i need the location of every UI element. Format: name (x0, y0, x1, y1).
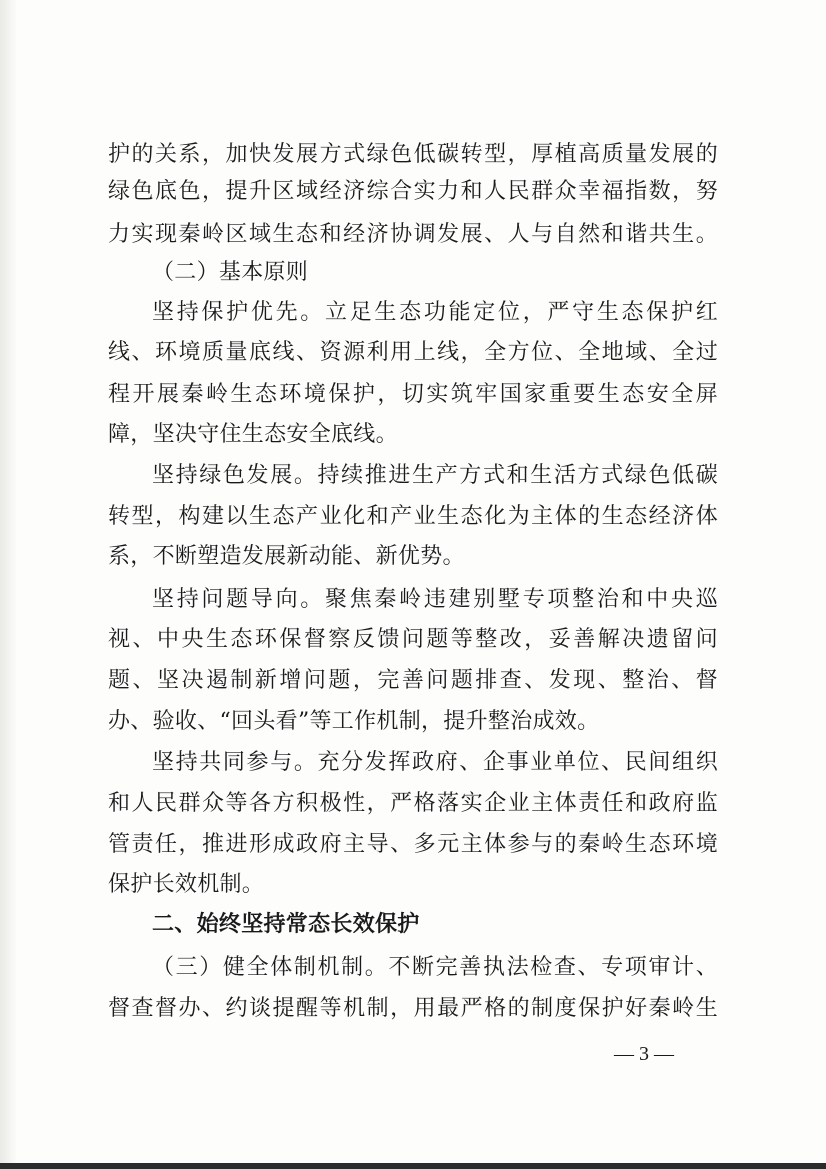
paragraph-line: 转型，构建以生态产业化和产业生态化为主体的生态经济体 (108, 504, 718, 529)
paragraph-line: 线、环境质量底线、资源利用上线，全方位、全地域、全过 (108, 340, 718, 365)
section-heading: 二、始终坚持常态长效保护 (152, 912, 420, 937)
paragraph-line: 坚持共同参与。充分发挥政府、企事业单位、民间组织 (152, 750, 718, 775)
paragraph-line: 视、中央生态环保督察反馈问题等整改，妥善解决遗留问 (108, 627, 718, 652)
paragraph-line: 坚持保护优先。立足生态功能定位，严守生态保护红 (152, 300, 718, 325)
paragraph-line: 坚持绿色发展。持续推进生产方式和生活方式绿色低碳 (152, 463, 718, 488)
paragraph-line: 办、验收、“回头看”等工作机制，提升整治成效。 (108, 709, 600, 734)
paragraph-line: 力实现秦岭区域生态和经济协调发展、人与自然和谐共生。 (108, 222, 718, 247)
scan-bottom-edge (0, 1163, 826, 1169)
paragraph-line: 督查督办、约谈提醒等机制，用最严格的制度保护好秦岭生 (108, 996, 718, 1021)
paragraph-line: 保护长效机制。 (108, 872, 265, 897)
scan-left-edge (0, 0, 16, 1169)
paragraph-line: 管责任，推进形成政府主导、多元主体参与的秦岭生态环境 (108, 832, 718, 857)
paragraph-line: 障，坚决守住生态安全底线。 (108, 422, 398, 447)
paragraph-line: 题、坚决遏制新增问题，完善问题排查、发现、整治、督 (108, 668, 718, 693)
paragraph-line: 护的关系，加快发展方式绿色低碳转型，厚植高质量发展的 (108, 142, 718, 167)
paragraph-line: 坚持问题导向。聚焦秦岭违建别墅专项整治和中央巡 (152, 587, 718, 612)
page-number: — 3 — (614, 1043, 674, 1065)
paragraph-line: （三）健全体制机制。不断完善执法检查、专项审计、 (152, 955, 718, 980)
paragraph-line: 系，不断塑造发展新动能、新优势。 (108, 544, 465, 569)
paragraph-line: 程开展秦岭生态环境保护，切实筑牢国家重要生态安全屏 (108, 382, 718, 407)
paragraph-line: 和人民群众等各方积极性，严格落实企业主体责任和政府监 (108, 791, 718, 816)
paragraph-line: 绿色底色，提升区域经济综合实力和人民群众幸福指数，努 (108, 179, 718, 204)
section-subheading: （二）基本原则 (152, 260, 309, 285)
